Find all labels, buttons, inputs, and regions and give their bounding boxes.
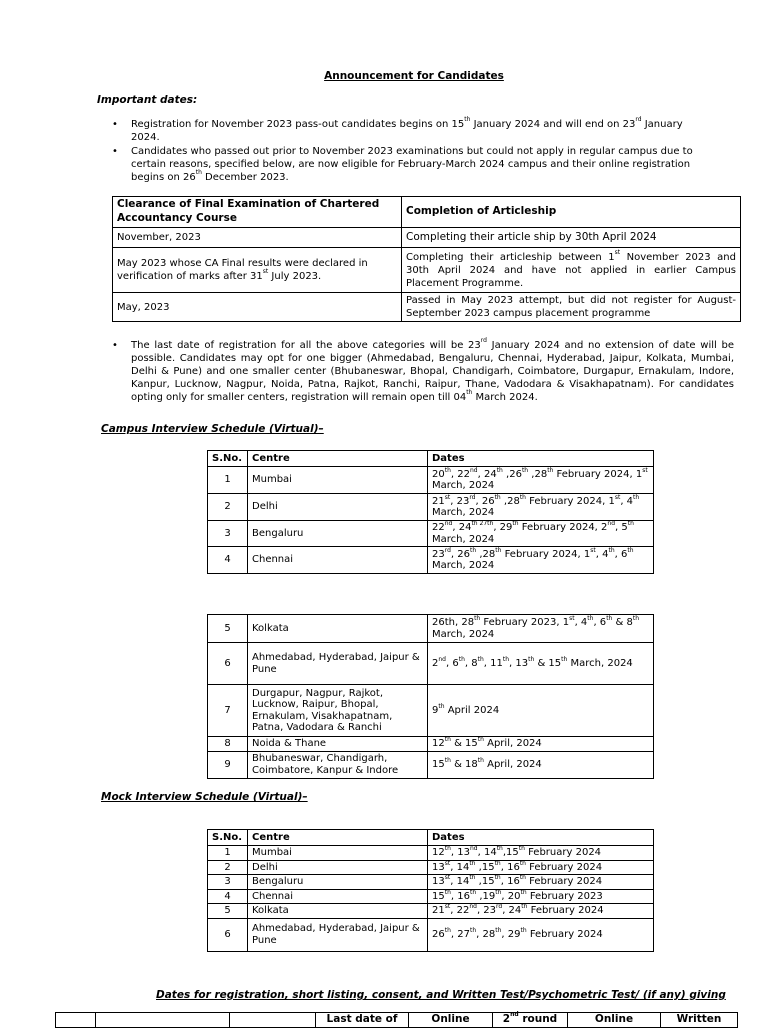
table-row: [208, 685, 654, 737]
campus-rows-part2: [208, 615, 654, 779]
dates-cell: 15th & 18th April, 2024: [428, 751, 654, 778]
bullet-item: • The last date of registration for all the above categories will be 23rd January 2024 and no extension of date will be possible. Candidates may opt for one bigger (Ahmedabad, Bengaluru, Chennai, Hyderabad, Jaipur, Kolkata, Mumbai, Delhi & Pune) and one smaller center (Bhubaneswar, Bhopal, Chandigarh, Coimbatore, Durgapur, Ernakulam, Indore, Kanpur, Lucknow, Nagpur, Noida, Patna, Rajkot, Ranchi, Raipur, Thane, Vadodara & Visakhapatnam). For candidates opting only for smaller centers, registration will remain open till 04th March 2024.: [112, 339, 734, 404]
registration-dates-heading: Dates for registration, short listing, consent, and Written Test/Psychometric Test/ (if any) giving: [156, 989, 726, 1001]
table-row: [208, 889, 654, 904]
row-number: 3: [208, 875, 248, 890]
registration-note-list: [112, 339, 734, 405]
important-dates-list: [112, 118, 697, 185]
centre-cell: Delhi: [248, 860, 428, 875]
centre-cell: Delhi: [248, 494, 428, 521]
row-number: 6: [208, 918, 248, 951]
dates-cell: 22nd, $24^{th 27th}$, 29th February 2024, 2nd, 5th March, 2024: [428, 521, 654, 547]
centre-cell: Chennai: [248, 889, 428, 904]
centre-cell: Kolkata: [248, 904, 428, 919]
centre-cell: Mumbai: [248, 846, 428, 861]
centre-cell: Noida & Thane: [248, 737, 428, 752]
dates-cell: 20th, 22nd, 24th ,26th ,28th February 2024, 1st March, 2024: [428, 467, 654, 494]
mock-schedule-table: [207, 829, 654, 952]
table-header: Dates: [428, 451, 654, 467]
centre-cell: Ahmedabad, Hyderabad, Jaipur & Pune: [248, 918, 428, 951]
table-header: S.No.: [208, 451, 248, 467]
table-row: [208, 875, 654, 890]
table-row: May, 2023 Passed in May 2023 attempt, but did not register for August-September 2023 campus placement programme: [113, 293, 741, 322]
row-number: 5: [208, 904, 248, 919]
dates-cell: 23rd, 26th ,28th February 2024, 1st, 4th, 6th March, 2024: [428, 547, 654, 574]
row-number: 7: [208, 685, 248, 737]
mock-schedule-heading: Mock Interview Schedule (Virtual)–: [101, 791, 308, 803]
dates-cell: 2nd, 6th, 8th, 11th, 13th & 15th March, 2024: [428, 643, 654, 685]
row-number: 1: [208, 467, 248, 494]
table-row: [208, 615, 654, 643]
table-header: Completion of Articleship: [402, 197, 741, 228]
row-number: 4: [208, 547, 248, 574]
row-number: 4: [208, 889, 248, 904]
centre-cell: Chennai: [248, 547, 428, 574]
dates-cell: 21st, 22nd, 23rd, 24th February 2024: [428, 904, 654, 919]
table-row: [208, 904, 654, 919]
dates-cell: 15th, 16th ,19th, 20th February 2023: [428, 889, 654, 904]
registration-dates-table: [55, 1012, 738, 1028]
table-header: Last date of: [316, 1013, 409, 1028]
table-header: Dates: [428, 830, 654, 846]
dates-cell: 9th April 2024: [428, 685, 654, 737]
campus-schedule-heading: Campus Interview Schedule (Virtual)–: [101, 423, 324, 435]
table-row: [208, 860, 654, 875]
table-header: 2nd round: [493, 1013, 568, 1028]
bullet-item: • Registration for November 2023 pass-out candidates begins on 15th January 2024 and will end on 23rd January 2024.: [112, 118, 697, 144]
centre-cell: Durgapur, Nagpur, Rajkot, Lucknow, Raipur, Bhopal, Ernakulam, Visakhapatnam, Patna, Vadodara & Ranchi: [248, 685, 428, 737]
centre-cell: Bengaluru: [248, 521, 428, 547]
row-number: 6: [208, 643, 248, 685]
table-row: November, 2023 Completing their article ship by 30th April 2024: [113, 228, 741, 248]
dates-cell: 12th, 13nd, 14th,15th February 2024: [428, 846, 654, 861]
centre-cell: Mumbai: [248, 467, 428, 494]
table-header: Centre: [248, 451, 428, 467]
table-row: [208, 846, 654, 861]
row-number: 8: [208, 737, 248, 752]
centre-cell: Bengaluru: [248, 875, 428, 890]
dates-cell: 21st, 23rd, 26th ,28th February 2024, 1st, 4th March, 2024: [428, 494, 654, 521]
row-number: 5: [208, 615, 248, 643]
table-row: [208, 467, 654, 494]
centre-cell: Ahmedabad, Hyderabad, Jaipur & Pune: [248, 643, 428, 685]
table-header: Online: [409, 1013, 493, 1028]
row-number: 9: [208, 751, 248, 778]
table-row: [208, 918, 654, 951]
dates-cell: 13st, 14th ,15th, 16th February 2024: [428, 875, 654, 890]
table-header: Written: [661, 1013, 738, 1028]
row-number: 2: [208, 494, 248, 521]
campus-rows-part1: [208, 467, 654, 574]
table-header: Clearance of Final Examination of Chartered Accountancy Course: [113, 197, 402, 228]
table-header: S.No.: [208, 830, 248, 846]
dates-cell: 12th & 15th April, 2024: [428, 737, 654, 752]
row-number: 2: [208, 860, 248, 875]
bullet-item: • Candidates who passed out prior to November 2023 examinations but could not apply in regular campus due to certain reasons, specified below, are now eligible for February-March 2024 campus and their online registration begins on 26th December 2023.: [112, 145, 697, 184]
table-header: Online: [568, 1013, 661, 1028]
page-title: Announcement for Candidates: [324, 70, 504, 82]
dates-cell: 26th, 28th February 2023, 1st, 4th, 6th & 8th March, 2024: [428, 615, 654, 643]
table-header: Centre: [248, 830, 428, 846]
table-row: [208, 521, 654, 547]
mock-rows: [208, 846, 654, 952]
campus-schedule-table-continued: [207, 614, 654, 779]
table-row: [208, 547, 654, 574]
centre-cell: Bhubaneswar, Chandigarh, Coimbatore, Kanpur & Indore: [248, 751, 428, 778]
row-number: 3: [208, 521, 248, 547]
table-row: May 2023 whose CA Final results were declared in verification of marks after 31st July 2023. Completing their articleship between 1st November 2023 and 30th April 2024 and have not applied in earlier Campus Placement Programme.: [113, 248, 741, 293]
dates-cell: 26th, 27th, 28th, 29th February 2024: [428, 918, 654, 951]
campus-schedule-table: [207, 450, 654, 574]
table-row: [208, 494, 654, 521]
eligibility-table: [112, 196, 741, 322]
centre-cell: Kolkata: [248, 615, 428, 643]
row-number: 1: [208, 846, 248, 861]
dates-cell: 13st, 14th ,15th, 16th February 2024: [428, 860, 654, 875]
table-row: [208, 751, 654, 778]
important-dates-heading: Important dates:: [97, 94, 198, 106]
table-row: [208, 643, 654, 685]
table-row: [208, 737, 654, 752]
